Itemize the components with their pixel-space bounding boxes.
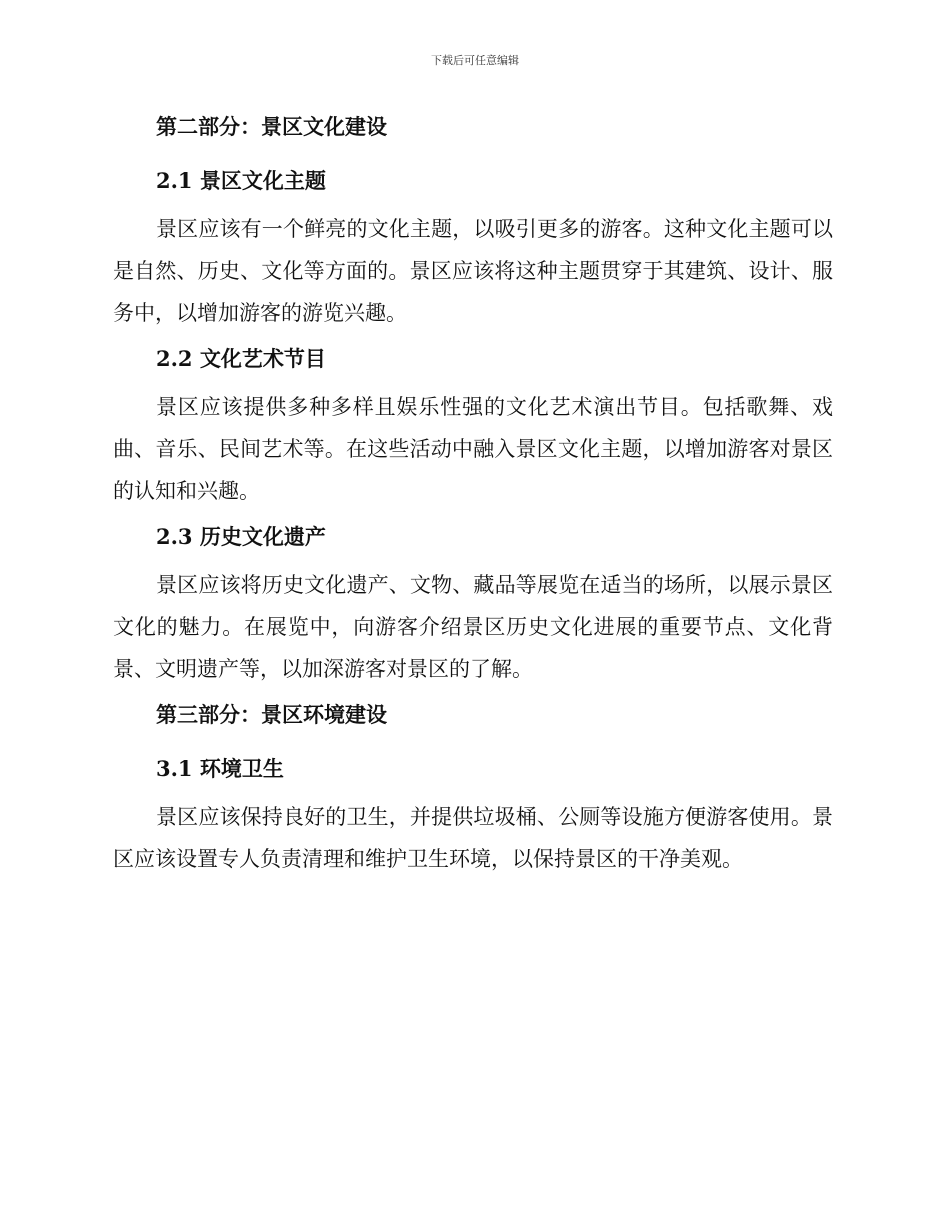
section-3-1-heading: 3.1 环境卫生 [156,756,284,781]
section-2-3-heading: 2.3 历史文化遗产 [156,524,326,549]
section-2-3-paragraph: 景区应该将历史文化遗产、文物、藏品等展览在适当的场所，以展示景区文化的魅力。在展览中，向游客介绍景区历史文化进展的重要节点、文化背景、文明遗产等，以加深游客对景区的了解。 [113,573,833,681]
part3-heading: 第三部分：景区环境建设 [156,702,387,727]
section-3-1-paragraph: 景区应该保持良好的卫生，并提供垃圾桶、公厕等设施方便游客使用。景区应该设置专人负责清理和维护卫生环境，以保持景区的干净美观。 [113,805,833,871]
document-body [113,112,833,880]
part2-heading: 第二部分：景区文化建设 [156,114,387,139]
header-note: 下载后可任意编辑 [431,54,519,67]
section-2-1-paragraph: 景区应该有一个鲜亮的文化主题，以吸引更多的游客。这种文化主题可以是自然、历史、文化等方面的。景区应该将这种主题贯穿于其建筑、设计、服务中，以增加游客的游览兴趣。 [113,217,833,325]
section-2-1-heading: 2.1 景区文化主题 [156,168,326,193]
section-2-2-paragraph: 景区应该提供多种多样且娱乐性强的文化艺术演出节目。包括歌舞、戏曲、音乐、民间艺术等。在这些活动中融入景区文化主题，以增加游客对景区的认知和兴趣。 [113,395,833,503]
section-2-2-heading: 2.2 文化艺术节目 [156,346,326,371]
